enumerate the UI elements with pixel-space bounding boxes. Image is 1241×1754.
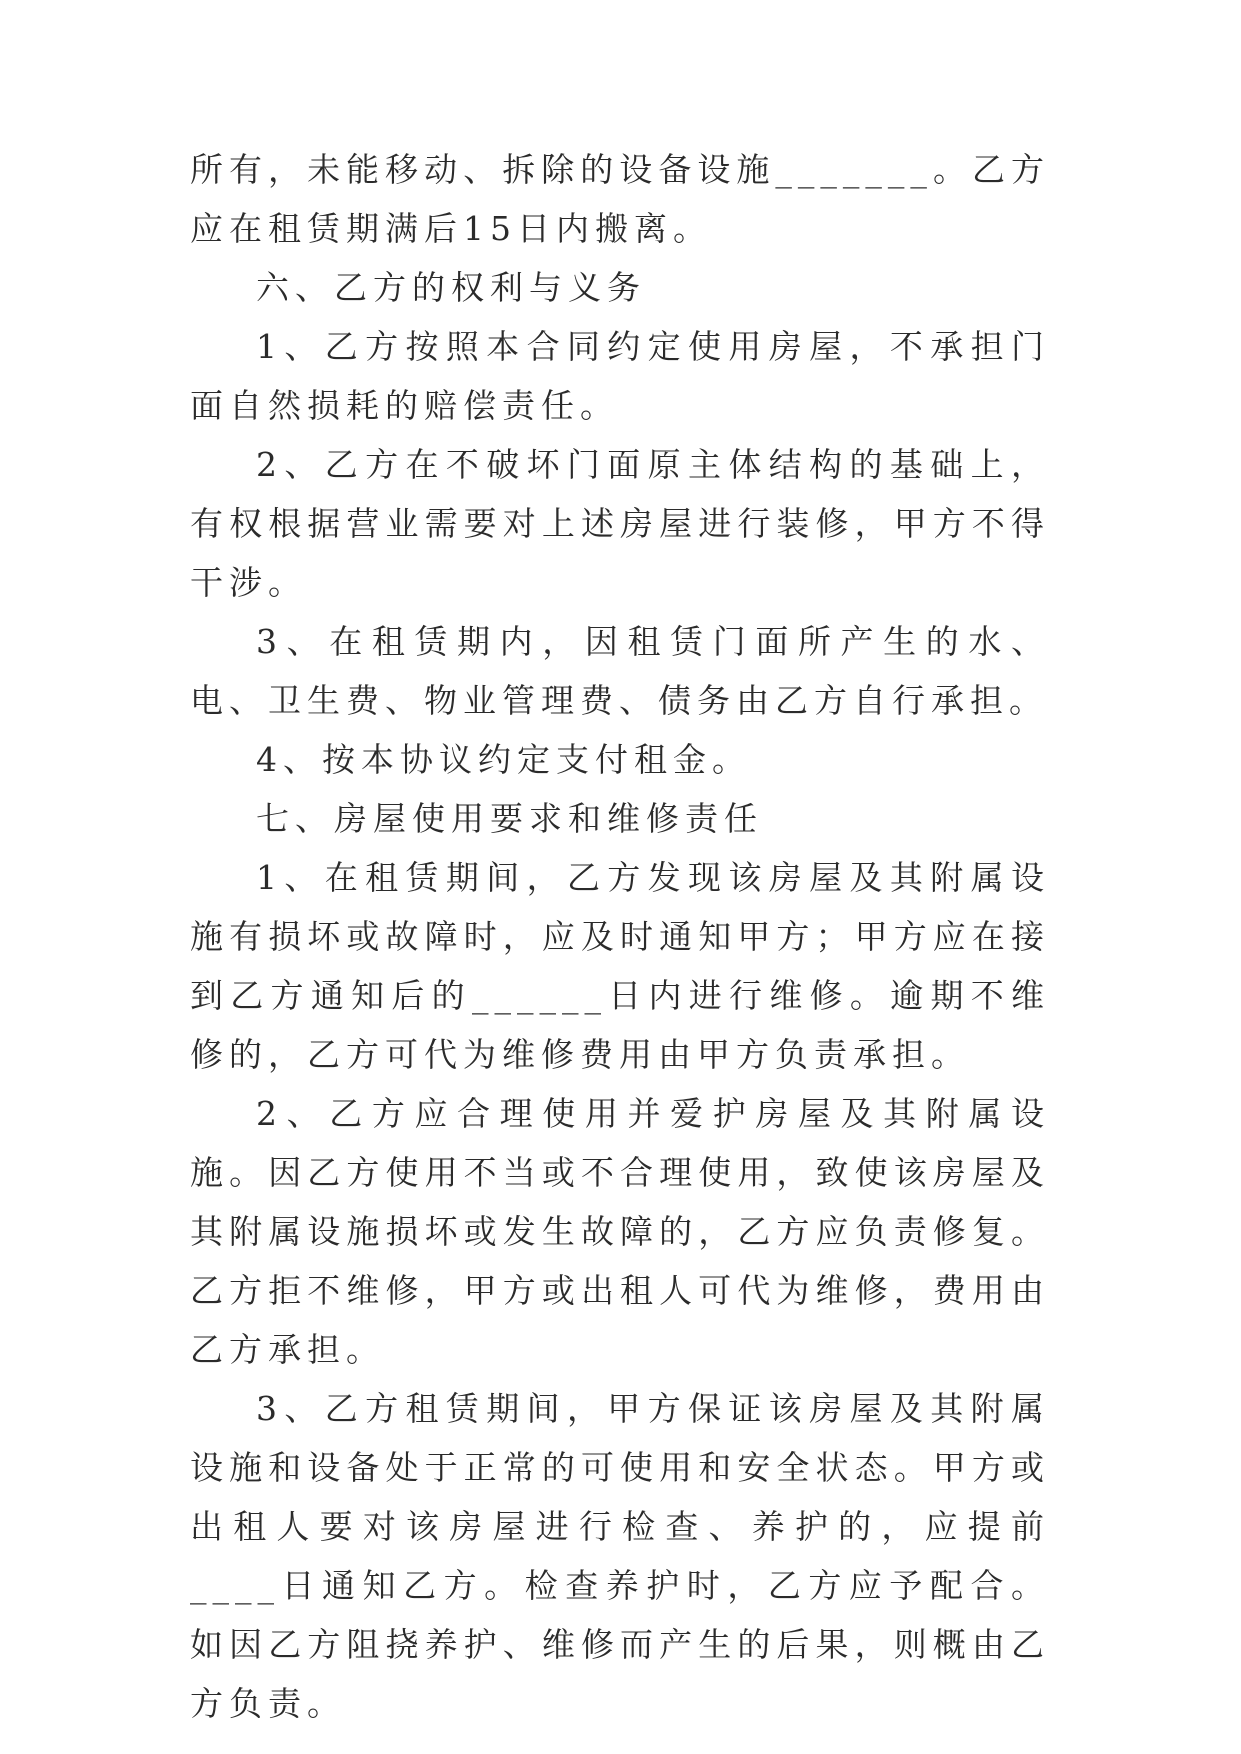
clause-7-3: 3、乙方租赁期间，甲方保证该房屋及其附属设施和设备处于正常的可使用和安全状态。甲方或出租人要对该房屋进行检查、养护的，应提前____日通知乙方。检查养护时，乙方应予配合。如因乙方阻挠养护、维修而产生的后果，则概由乙方负责。: [190, 1389, 1050, 1723]
document-body: [190, 140, 1050, 1733]
clause-6-2: 2、乙方在不破坏门面原主体结构的基础上，有权根据营业需要对上述房屋进行装修，甲方不得干涉。: [190, 445, 1050, 602]
clause-6-1: 1、乙方按照本合同约定使用房屋，不承担门面自然损耗的赔偿责任。: [190, 327, 1050, 425]
section-heading-seven: 七、房屋使用要求和维修责任: [256, 799, 763, 838]
clause-7-2: 2、乙方应合理使用并爱护房屋及其附属设施。因乙方使用不当或不合理使用，致使该房屋及其附属设施损坏或发生故障的，乙方应负责修复。乙方拒不维修，甲方或出租人可代为维修，费用由乙方承担。: [190, 1094, 1050, 1369]
paragraph-continuation: 所有，未能移动、拆除的设备设施_______。乙方应在租赁期满后15日内搬离。: [190, 150, 1050, 248]
clause-7-1: 1、在租赁期间，乙方发现该房屋及其附属设施有损坏或故障时，应及时通知甲方；甲方应在接到乙方通知后的______日内进行维修。逾期不维修的，乙方可代为维修费用由甲方负责承担。: [190, 858, 1050, 1074]
clause-6-4: 4、按本协议约定支付租金。: [256, 740, 751, 779]
clause-6-3: 3、在租赁期内，因租赁门面所产生的水、电、卫生费、物业管理费、债务由乙方自行承担。: [190, 622, 1050, 720]
section-heading-six: 六、乙方的权利与义务: [256, 268, 646, 307]
